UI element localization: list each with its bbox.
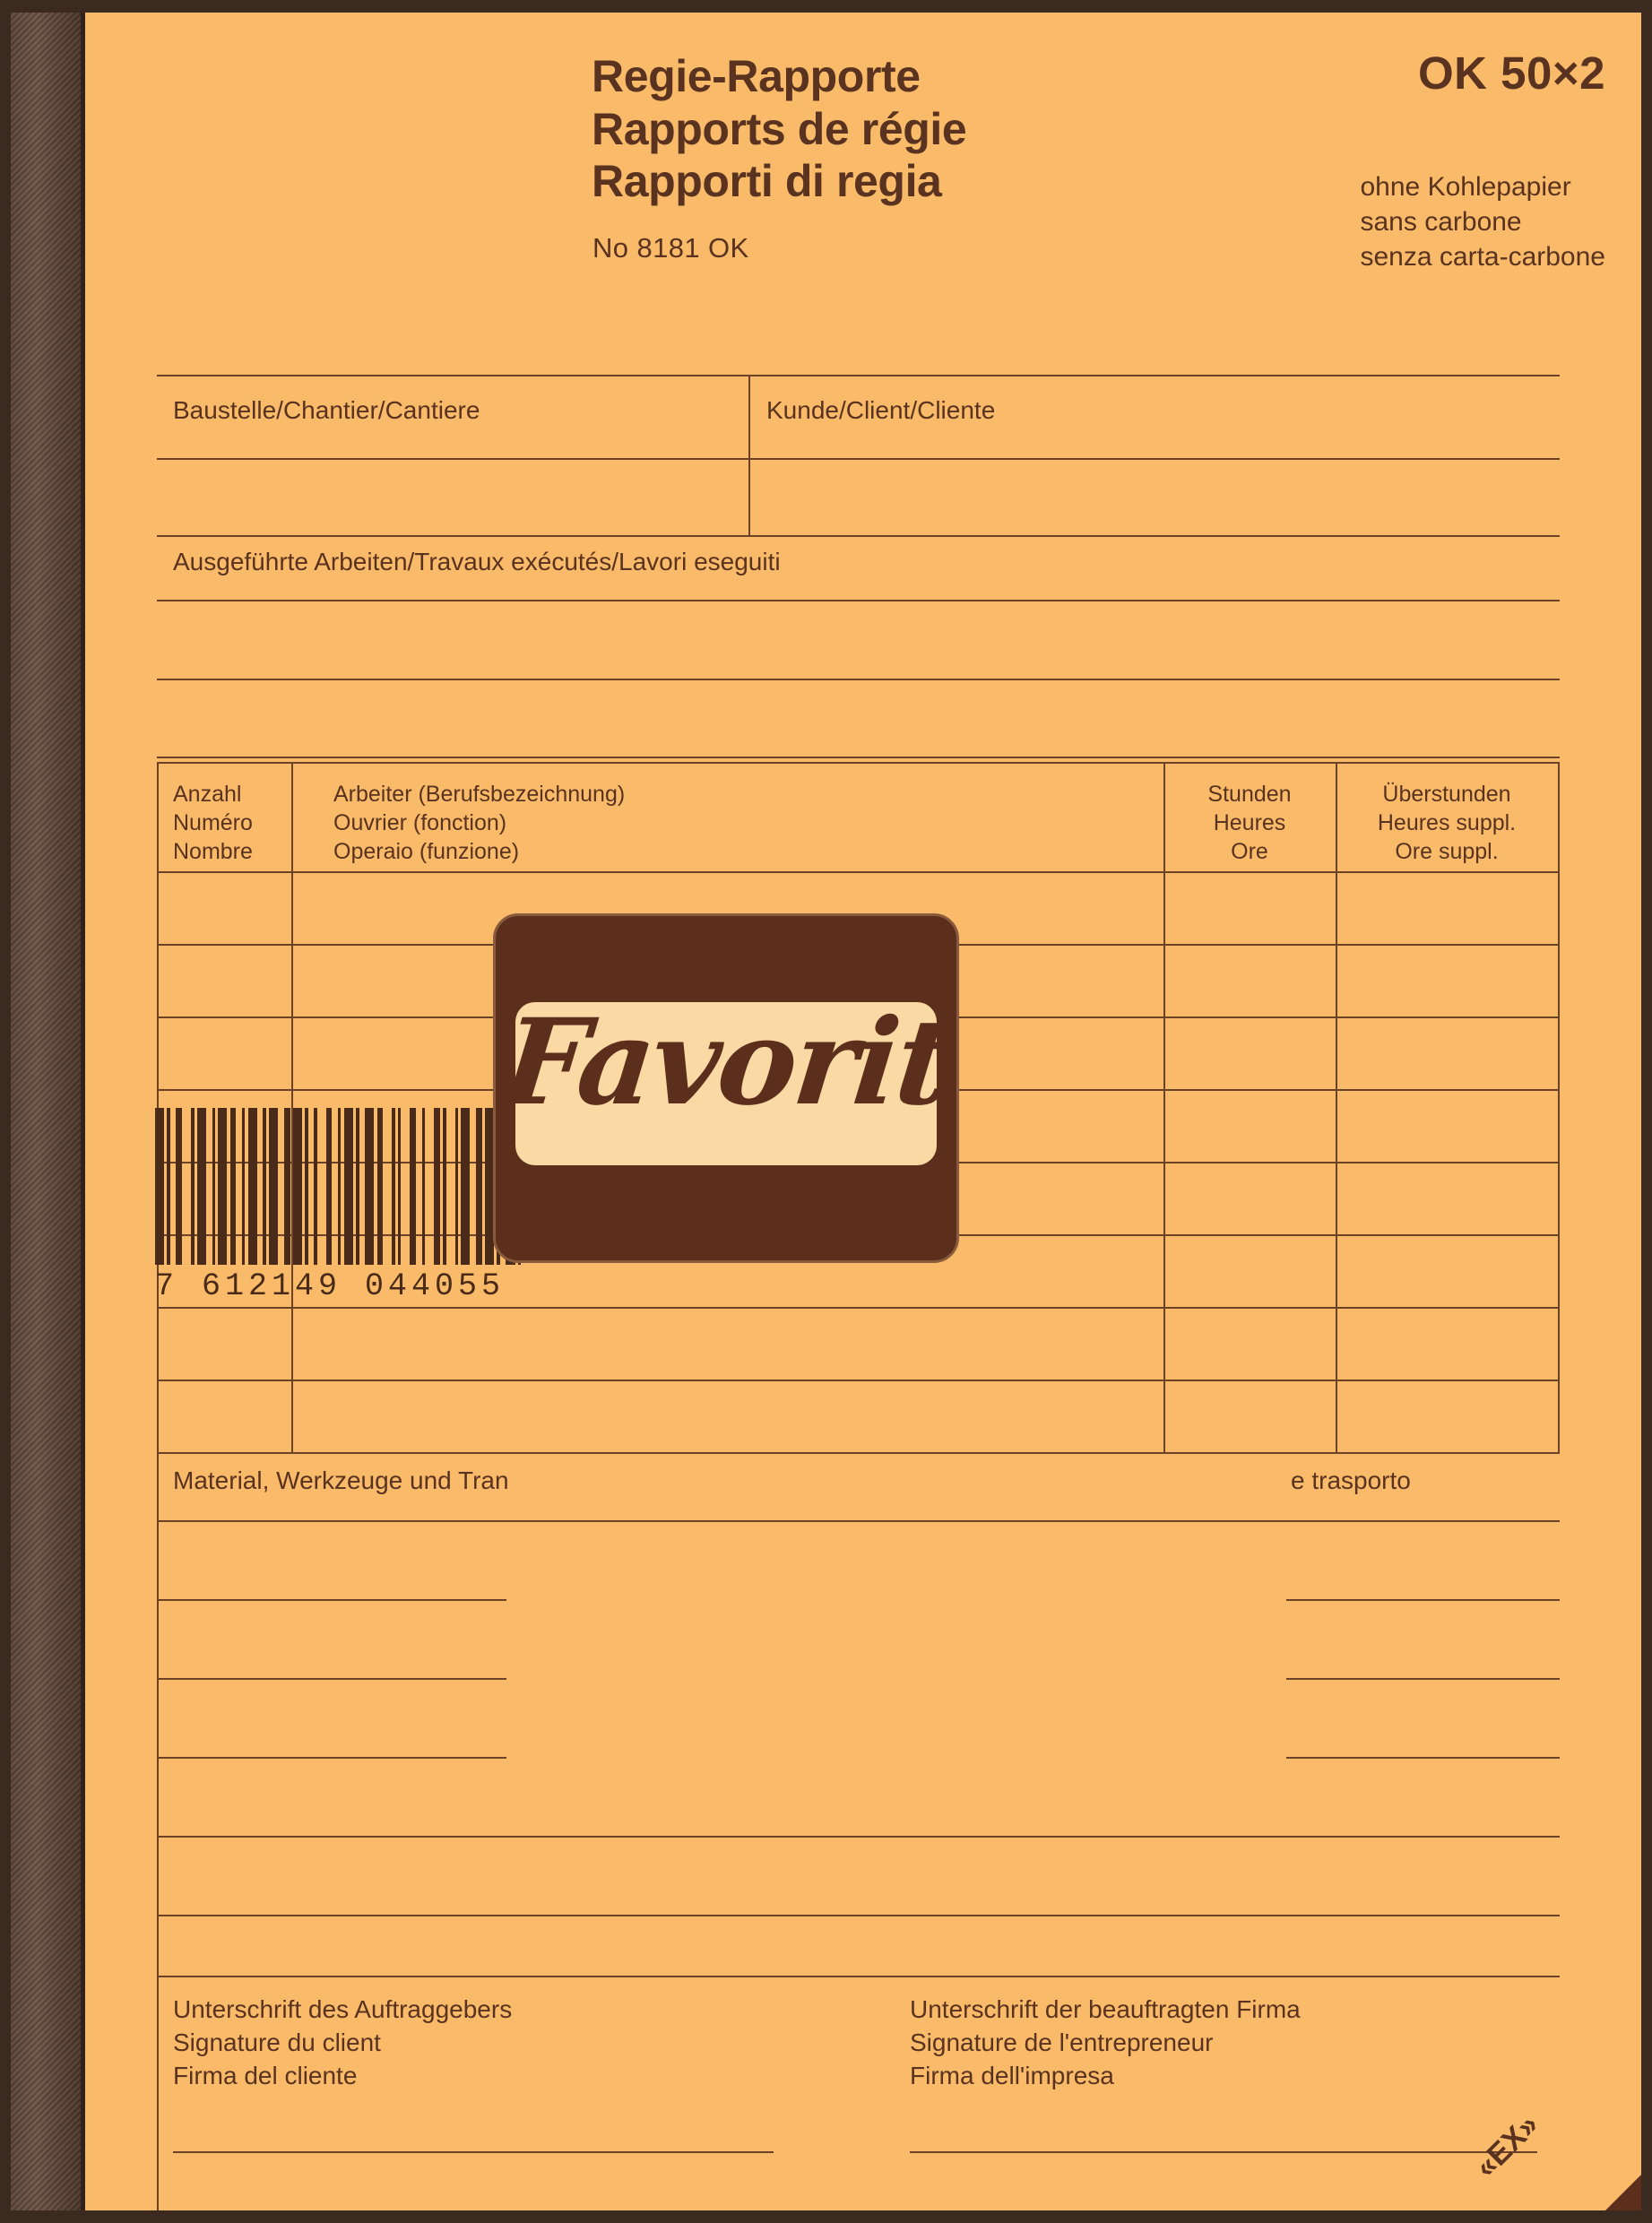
page-border-left: [0, 0, 11, 2223]
title-de: Regie-Rapporte: [592, 51, 921, 101]
label-signature-client-fr: Signature du client: [173, 2028, 381, 2056]
brand-wordmark: Favorit: [496, 993, 956, 1132]
rule-material-5: [157, 1836, 1560, 1838]
label-signature-company: [910, 1994, 1301, 2093]
rule-material-4b: [1286, 1757, 1560, 1759]
rule-table-bottom: [157, 1452, 1560, 1454]
label-material: Material, Werkzeuge und Tran: [173, 1466, 509, 1494]
label-signature-company-de: Unterschrift der beauftragten Firma: [910, 1995, 1301, 2023]
rule-material-3a: [157, 1678, 506, 1680]
thead-worker-de: Arbeiter (Berufsbezeichnung): [333, 782, 626, 807]
page-border-top: [0, 0, 1652, 13]
rule-material-1: [157, 1520, 1560, 1522]
rule-material-2a: [157, 1599, 506, 1601]
carbon-note: [1361, 169, 1606, 274]
rule-col-right: [1558, 762, 1560, 1454]
form-sheet: [85, 13, 1641, 2210]
corner-triangle: [1570, 2139, 1641, 2210]
product-code: OK 50×2: [1417, 48, 1605, 99]
rule-signature-company-line: [910, 2151, 1537, 2153]
thead-count: [173, 780, 253, 866]
label-signature-company-fr: Signature de l'entrepreneur: [910, 2028, 1214, 2056]
barcode: [155, 1108, 527, 1304]
thead-overtime-it: Ore suppl.: [1395, 839, 1499, 864]
rule-works-1: [157, 600, 1560, 601]
rule-signature-top: [157, 1976, 1560, 1977]
rule-material-3b: [1286, 1678, 1560, 1680]
rule-site-mid: [157, 458, 1560, 460]
carbon-note-fr: sans carbone: [1360, 207, 1522, 237]
brand-logo: [493, 913, 959, 1263]
rule-material-left-edge: [157, 1452, 159, 1915]
thead-hours-fr: Heures: [1213, 810, 1286, 835]
barcode-bars: [155, 1108, 527, 1265]
carbon-note-it: senza carta-carbone: [1360, 242, 1605, 272]
carbon-note-de: ohne Kohlepapier: [1360, 172, 1571, 202]
rule-material-6: [157, 1915, 1560, 1916]
thead-count-fr: Numéro: [173, 810, 253, 835]
thead-count-de: Anzahl: [173, 782, 242, 807]
title-fr: Rapports de régie: [592, 103, 967, 154]
label-signature-client-it: Firma del cliente: [173, 2061, 358, 2089]
corner-mark: [1534, 2103, 1641, 2210]
label-site: Baustelle/Chantier/Cantiere: [173, 396, 480, 424]
page-border-bottom: [0, 2210, 1652, 2223]
rule-footer-left-edge: [157, 1915, 159, 2210]
thead-overtime-fr: Heures suppl.: [1377, 810, 1517, 835]
rule-site-top: [157, 375, 1560, 376]
thead-overtime-de: Überstunden: [1382, 782, 1511, 807]
thead-worker-fr: Ouvrier (fonction): [333, 810, 507, 835]
label-works: Ausgeführte Arbeiten/Travaux exécutés/Lavori eseguiti: [173, 548, 781, 575]
rule-works-2: [157, 679, 1560, 680]
binding-spine: [11, 13, 81, 2210]
thead-hours-de: Stunden: [1207, 782, 1292, 807]
label-signature-client: [173, 1994, 512, 2093]
page-border-right: [1641, 0, 1652, 2223]
thead-hours: [1165, 780, 1334, 866]
rule-table-r6: [157, 1307, 1560, 1309]
rule-site-divider: [748, 375, 750, 537]
thead-overtime: [1337, 780, 1556, 866]
label-client: Kunde/Client/Cliente: [766, 396, 996, 424]
rule-material-2b: [1286, 1599, 1560, 1601]
title-block: [592, 50, 966, 208]
rule-table-top: [157, 762, 1560, 764]
label-signature-client-de: Unterschrift des Auftraggebers: [173, 1995, 513, 2023]
form-header: [85, 13, 1641, 335]
thead-worker-it: Operaio (funzione): [333, 839, 520, 864]
label-material-right: e trasporto: [1291, 1466, 1411, 1494]
rule-table-head: [157, 871, 1560, 873]
thead-worker: [333, 780, 625, 866]
rule-works-3: [157, 757, 1560, 758]
title-it: Rapporti di regia: [592, 156, 942, 206]
rule-material-4a: [157, 1757, 506, 1759]
rule-signature-client-line: [173, 2151, 774, 2153]
rule-table-r7: [157, 1380, 1560, 1381]
ex-mark-label: «EX»: [1468, 2107, 1545, 2184]
rule-site-bottom: [157, 535, 1560, 537]
form-number: No 8181 OK: [592, 232, 749, 264]
thead-hours-it: Ore: [1231, 839, 1268, 864]
label-signature-company-it: Firma dell'impresa: [910, 2061, 1114, 2089]
thead-count-it: Nombre: [173, 839, 253, 864]
barcode-digits: 7 612149 044055: [155, 1268, 506, 1304]
